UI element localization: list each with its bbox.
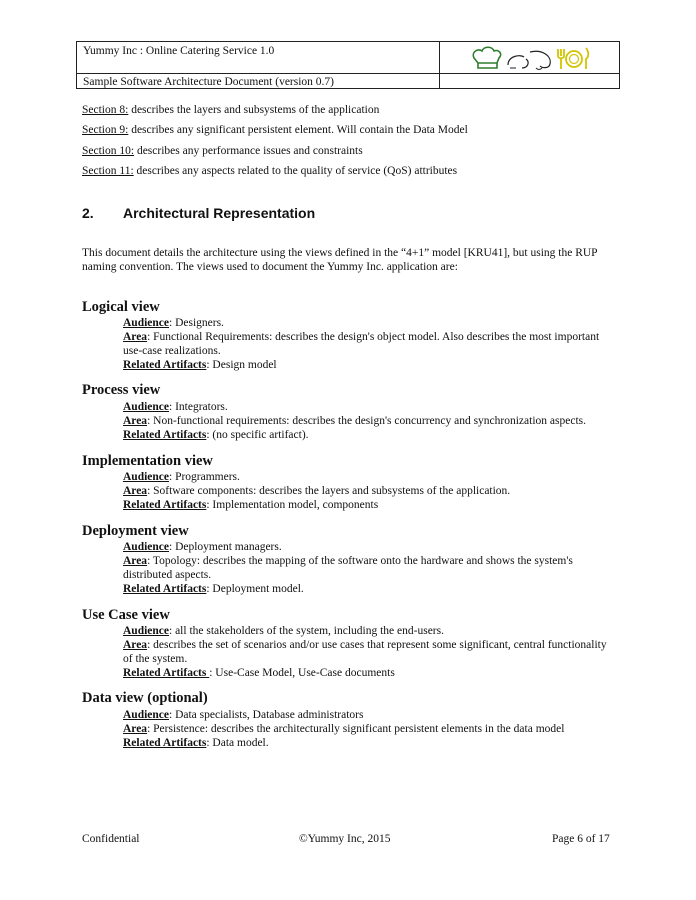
view-heading-use-case: Use Case view	[82, 607, 170, 623]
area-text: : Functional Requirements: describes the design's object model. Also describes the most important use-case realizations.	[123, 331, 600, 357]
area-label: Area	[123, 331, 148, 343]
area-label: Area	[123, 415, 148, 427]
audience-label: Audience	[123, 625, 169, 637]
related-text: : Use-Case Model, Use-Case documents	[209, 667, 395, 679]
header-title: Yummy Inc : Online Catering Service 1.0	[83, 45, 275, 57]
audience-text: : Designers.	[169, 317, 224, 329]
section-ref-text: describes the layers and subsystems of the application	[128, 104, 380, 116]
catering-logo-icon	[470, 44, 590, 72]
intro-paragraph: This document details the architecture using the views defined in the “4+1” model [KRU41], but using the RUP naming convention. The views used to document the Yummy Inc. application are:	[82, 247, 598, 273]
related-text: : Deployment model.	[206, 583, 304, 595]
view-heading-logical: Logical view	[82, 299, 160, 315]
header-subtitle: Sample Software Architecture Document (version 0.7)	[83, 76, 335, 88]
area-label: Area	[123, 639, 148, 651]
section-ref-9	[82, 124, 468, 136]
section-ref-text: describes any significant persistent element. Will contain the Data Model	[128, 124, 468, 136]
footer-copyright: ©Yummy Inc, 2015	[299, 833, 391, 845]
header-column-divider	[439, 42, 440, 88]
audience-text: : all the stakeholders of the system, including the end-users.	[169, 625, 444, 637]
related-text: : Design model	[206, 359, 277, 371]
audience-text: : Programmers.	[169, 471, 240, 483]
footer-page-number: Page 6 of 17	[552, 833, 610, 845]
audience-text: : Data specialists, Database administrators	[169, 709, 364, 721]
related-label: Related Artifacts	[123, 667, 210, 679]
view-heading-process: Process view	[82, 382, 161, 398]
related-text: : (no specific artifact).	[206, 429, 309, 441]
section-ref-text: describes any performance issues and constraints	[134, 145, 363, 157]
related-label: Related Artifacts	[123, 429, 207, 441]
section-ref-label: Section 11:	[82, 165, 134, 177]
related-text: : Data model.	[206, 737, 269, 749]
section-ref-11	[82, 165, 457, 177]
section-heading	[82, 205, 315, 221]
area-text: : describes the set of scenarios and/or use cases that represent some significant, central functionality of the system.	[123, 639, 607, 665]
view-body-implementation	[123, 470, 618, 512]
view-body-deployment	[123, 540, 618, 596]
view-heading-implementation: Implementation view	[82, 453, 213, 469]
audience-label: Audience	[123, 471, 169, 483]
footer-confidential: Confidential	[82, 833, 140, 845]
heading-number: 2.	[82, 205, 94, 221]
view-body-use-case	[123, 624, 618, 680]
audience-label: Audience	[123, 709, 169, 721]
related-label: Related Artifacts	[123, 583, 207, 595]
area-text: : Non-functional requirements: describes the design's concurrency and synchronization aspects.	[147, 415, 586, 427]
view-body-data	[123, 708, 618, 750]
audience-text: : Deployment managers.	[169, 541, 282, 553]
view-heading-data: Data view (optional)	[82, 690, 208, 706]
related-label: Related Artifacts	[123, 737, 207, 749]
audience-label: Audience	[123, 541, 169, 553]
audience-text: : Integrators.	[169, 401, 228, 413]
area-label: Area	[123, 555, 148, 567]
audience-label: Audience	[123, 317, 169, 329]
heading-title: Architectural Representation	[123, 205, 316, 221]
header-table	[76, 41, 620, 89]
related-text: : Implementation model, components	[206, 499, 379, 511]
related-label: Related Artifacts	[123, 359, 207, 371]
view-body-process	[123, 400, 618, 442]
section-ref-label: Section 8:	[82, 104, 129, 116]
view-heading-deployment: Deployment view	[82, 523, 189, 539]
related-label: Related Artifacts	[123, 499, 207, 511]
area-label: Area	[123, 485, 148, 497]
area-label: Area	[123, 723, 148, 735]
area-text: : Persistence: describes the architecturally significant persistent elements in the data model	[147, 723, 565, 735]
area-text: : Topology: describes the mapping of the software onto the hardware and shows the system's distributed aspects.	[123, 555, 573, 581]
section-ref-10	[82, 145, 363, 157]
section-ref-8	[82, 104, 379, 116]
section-ref-text: describes any aspects related to the quality of service (QoS) attributes	[133, 165, 458, 177]
view-body-logical	[123, 316, 618, 372]
audience-label: Audience	[123, 401, 169, 413]
area-text: : Software components: describes the layers and subsystems of the application.	[147, 485, 511, 497]
section-ref-label: Section 10:	[82, 145, 135, 157]
section-ref-label: Section 9:	[82, 124, 129, 136]
